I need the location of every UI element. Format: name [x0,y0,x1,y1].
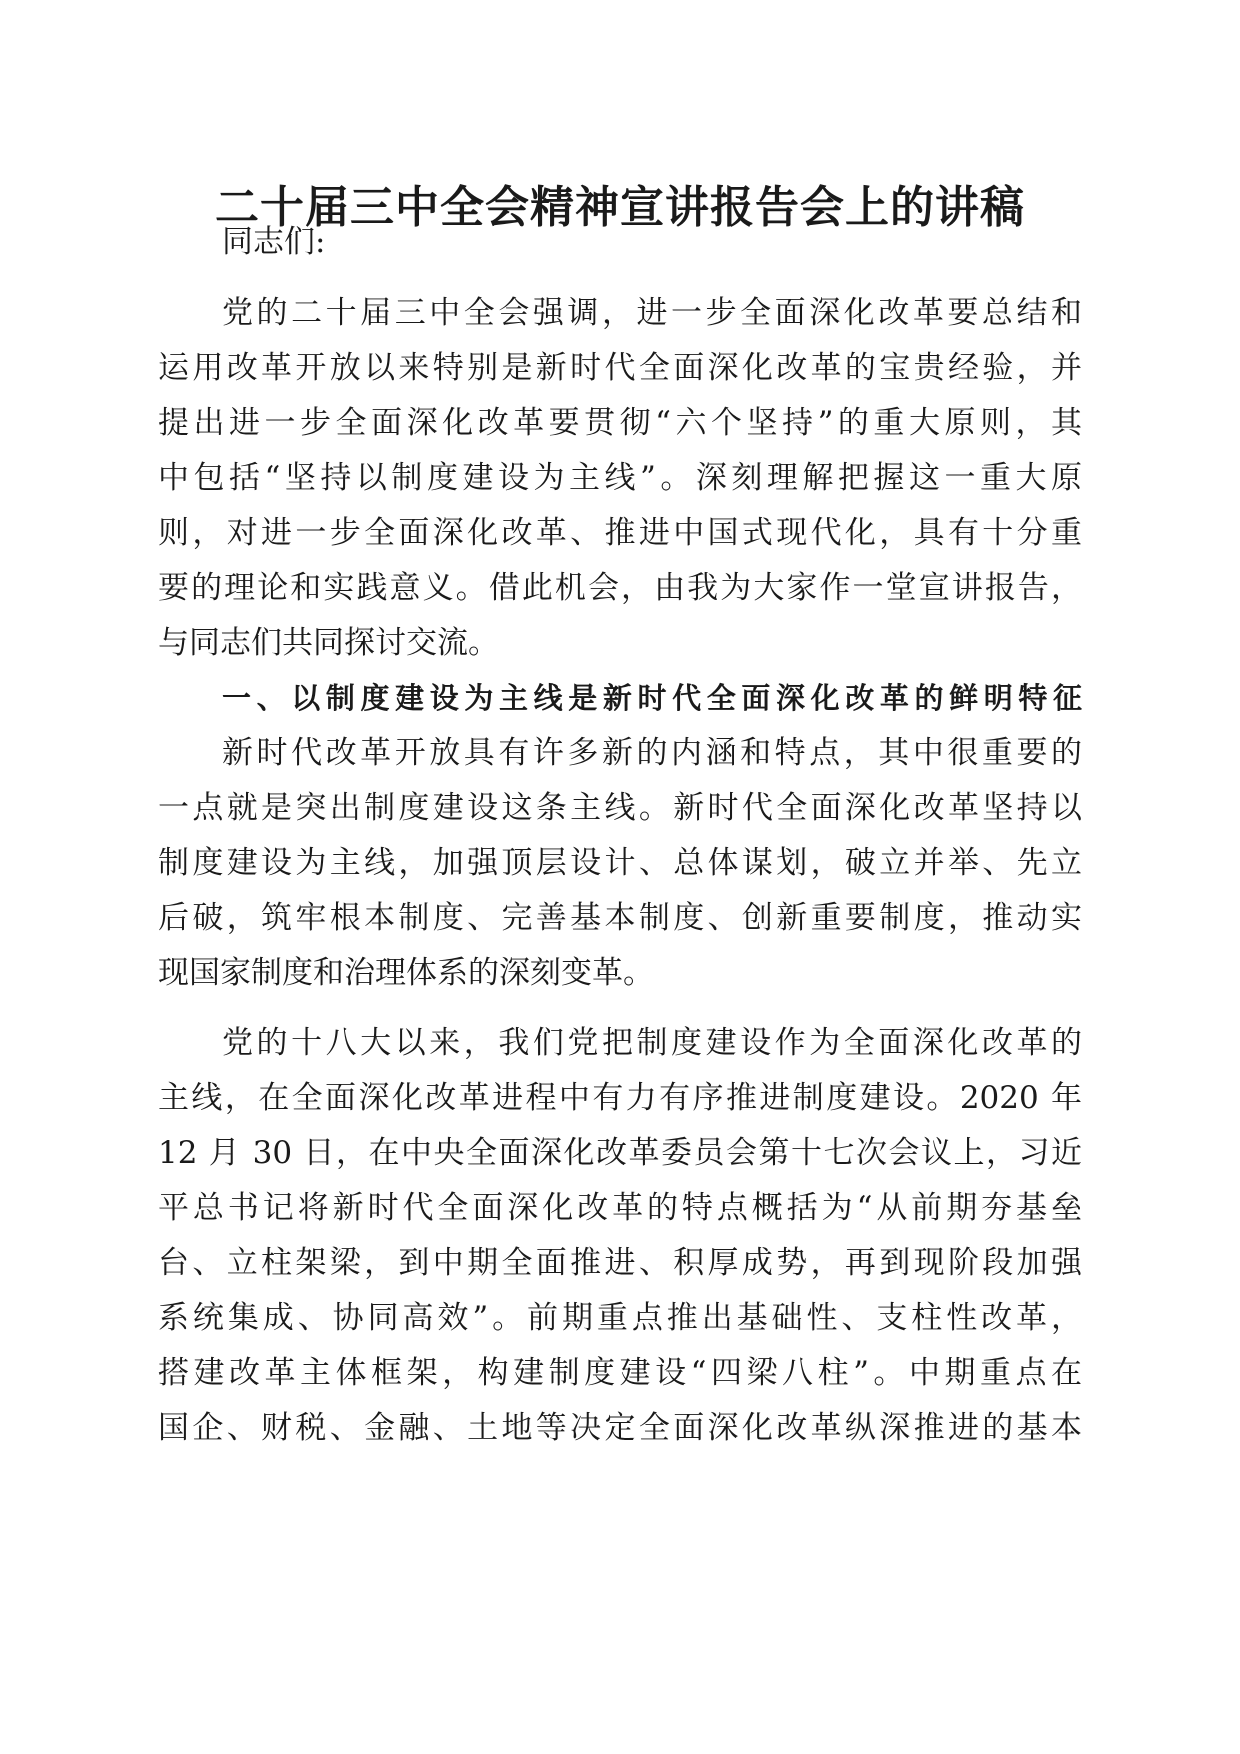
paragraph-3-line: 台、立柱架梁，到中期全面推进、积厚成势，再到现阶段加强 [158,1245,1082,1281]
paragraph-3-line: 12 月 30 日，在中央全面深化改革委员会第十七次会议上，习近 [158,1135,1082,1171]
paragraph-2-line: 现国家制度和治理体系的深刻变革。 [158,955,654,991]
paragraph-3-line: 系统集成、协同高效”。前期重点推出基础性、支柱性改革， [158,1300,1082,1336]
paragraph-1-line: 提出进一步全面深化改革要贯彻“六个坚持”的重大原则，其 [158,405,1082,441]
paragraph-2-line: 后破，筑牢根本制度、完善基本制度、创新重要制度，推动实 [158,900,1082,936]
paragraph-1-line: 与同志们共同探讨交流。 [158,625,499,661]
document-title: 二十届三中全会精神宣讲报告会上的讲稿 [215,182,1025,233]
section-1-heading: 一、以制度建设为主线是新时代全面深化改革的鲜明特征 [222,681,1082,715]
paragraph-3-line: 搭建改革主体框架，构建制度建设“四梁八柱”。中期重点在 [158,1355,1082,1391]
paragraph-3-line: 国企、财税、金融、土地等决定全面深化改革纵深推进的基本 [158,1410,1082,1446]
paragraph-1-line: 中包括“坚持以制度建设为主线”。深刻理解把握这一重大原 [158,460,1082,496]
paragraph-3-line: 主线，在全面深化改革进程中有力有序推进制度建设。2020 年 [158,1080,1082,1116]
paragraph-1-line: 则，对进一步全面深化改革、推进中国式现代化，具有十分重 [158,515,1082,551]
paragraph-1-line: 党的二十届三中全会强调，进一步全面深化改革要总结和 [222,295,1082,331]
salutation: 同志们: [222,224,326,260]
paragraph-1-line: 要的理论和实践意义。借此机会，由我为大家作一堂宣讲报告， [158,570,1082,606]
paragraph-1-line: 运用改革开放以来特别是新时代全面深化改革的宝贵经验，并 [158,350,1082,386]
paragraph-2-line: 一点就是突出制度建设这条主线。新时代全面深化改革坚持以 [158,790,1082,826]
paragraph-2-line: 制度建设为主线，加强顶层设计、总体谋划，破立并举、先立 [158,845,1082,881]
paragraph-2-line: 新时代改革开放具有许多新的内涵和特点，其中很重要的 [222,735,1082,771]
paragraph-3-line: 党的十八大以来，我们党把制度建设作为全面深化改革的 [222,1025,1082,1061]
paragraph-3-line: 平总书记将新时代全面深化改革的特点概括为“从前期夯基垒 [158,1190,1082,1226]
